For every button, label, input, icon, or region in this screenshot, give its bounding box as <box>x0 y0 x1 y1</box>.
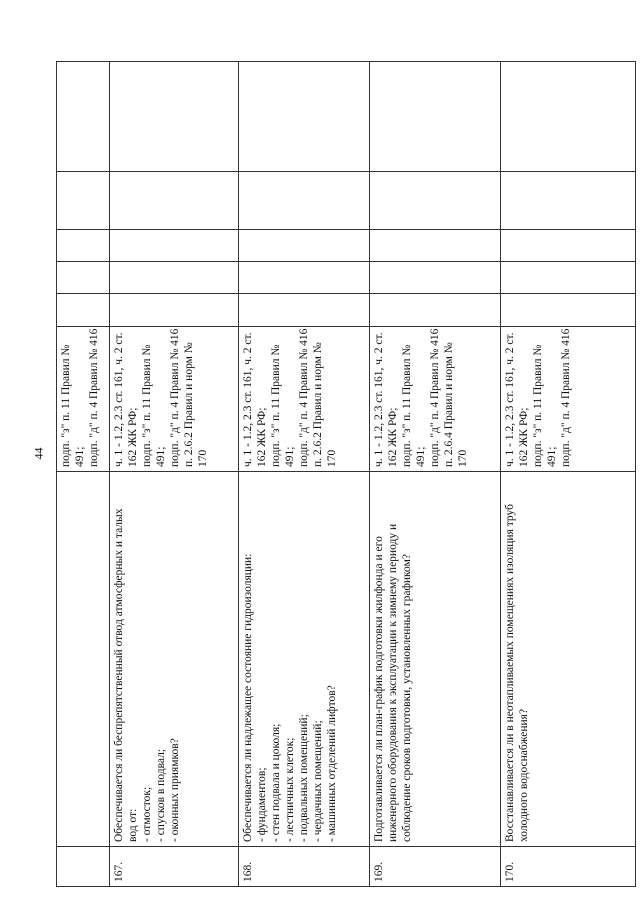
checklist-table-wrapper <box>56 62 611 887</box>
reference-line: подп. "з" п. 11 Правил № <box>141 344 153 467</box>
cell-answer-na[interactable] <box>57 230 110 262</box>
reference-line: ч. 1 - 1.2, 2.3 ст. 161, ч. 2 ст. <box>504 332 516 467</box>
reference-line: 491; <box>415 446 427 467</box>
reference-line: 170 <box>326 449 338 467</box>
cell-question <box>501 472 636 847</box>
table-row <box>501 62 636 887</box>
cell-answer-yes[interactable] <box>501 294 636 327</box>
checklist-table <box>56 61 636 887</box>
question-line: - чердачных помещений; <box>312 720 324 842</box>
reference-line: п. 2.6.4 Правил и норм № <box>443 342 455 467</box>
reference-line: подп. "з" п. 11 Правил № <box>270 344 282 467</box>
cell-empty[interactable] <box>239 172 370 230</box>
cell-references <box>110 327 239 472</box>
reference-line: подп. "з" п. 11 Правил № <box>532 344 544 467</box>
table-row <box>239 62 370 887</box>
question-line: вод от: <box>127 808 139 842</box>
cell-question <box>57 472 110 847</box>
cell-answer-no[interactable] <box>110 262 239 294</box>
question-line: - спусков в подвал; <box>155 748 167 842</box>
cell-answer-yes[interactable] <box>239 294 370 327</box>
question-line: холодного водоснабжения? <box>518 708 530 842</box>
cell-answer-yes[interactable] <box>110 294 239 327</box>
reference-line: подп. "д" п. 4 Правил № 416 <box>169 328 181 467</box>
question-line: - оконных приямков? <box>169 738 181 842</box>
cell-references <box>57 327 110 472</box>
cell-answer-no[interactable] <box>239 262 370 294</box>
question-line: - машинных отделений лифтов? <box>326 685 338 842</box>
reference-line: подп. "д" п. 4 Правил № 416 <box>298 328 310 467</box>
cell-notes[interactable] <box>110 62 239 172</box>
reference-line: подп. "д" п. 4 Правил № 416 <box>88 328 100 467</box>
question-line: - стен подвала и цоколя; <box>270 723 282 842</box>
cell-empty[interactable] <box>370 172 501 230</box>
cell-number: 167. <box>110 847 239 887</box>
cell-question <box>110 472 239 847</box>
reference-line: 170 <box>457 449 469 467</box>
cell-answer-no[interactable] <box>57 262 110 294</box>
cell-answer-na[interactable] <box>501 230 636 262</box>
cell-references <box>239 327 370 472</box>
reference-line: 162 ЖК РФ; <box>127 407 139 467</box>
cell-answer-no[interactable] <box>501 262 636 294</box>
reference-line: подп. "з" п. 11 Правил № <box>401 344 413 467</box>
cell-notes[interactable] <box>239 62 370 172</box>
cell-empty[interactable] <box>110 172 239 230</box>
reference-line: 491; <box>546 446 558 467</box>
cell-number <box>57 847 110 887</box>
reference-line: 162 ЖК РФ; <box>518 407 530 467</box>
reference-line: 162 ЖК РФ; <box>256 407 268 467</box>
cell-number: 169. <box>370 847 501 887</box>
cell-notes[interactable] <box>370 62 501 172</box>
table-row <box>110 62 239 887</box>
cell-question <box>370 472 501 847</box>
reference-line: п. 2.6.2 Правил и норм № <box>183 342 195 467</box>
cell-answer-na[interactable] <box>370 230 501 262</box>
cell-answer-na[interactable] <box>110 230 239 262</box>
question-line: Обеспечивается ли надлежащее состояние гидроизоляции: <box>242 553 254 842</box>
question-line: Подготавливается ли план-график подготовки жилфонда и его <box>373 536 385 842</box>
rotated-page-content <box>56 62 611 887</box>
cell-references <box>370 327 501 472</box>
reference-line: 491; <box>74 446 86 467</box>
cell-empty[interactable] <box>501 172 636 230</box>
reference-line: ч. 1 - 1.2, 2.3 ст. 161, ч. 2 ст. <box>242 332 254 467</box>
question-line: - фундаментов; <box>256 767 268 842</box>
cell-answer-yes[interactable] <box>370 294 501 327</box>
table-row-continuation <box>57 62 110 887</box>
question-line: - отмосток; <box>141 786 153 842</box>
question-line: Обеспечивается ли беспрепятственный отвод атмосферных и талых <box>113 508 125 842</box>
cell-number: 170. <box>501 847 636 887</box>
question-line: - подвальных помещений; <box>298 714 310 842</box>
cell-question <box>239 472 370 847</box>
reference-line: подп. "з" п. 11 Правил № <box>60 344 72 467</box>
reference-line: 162 ЖК РФ; <box>387 407 399 467</box>
question-line: Восстанавливается ли в неотапливаемых помещениях изоляция труб <box>504 504 516 842</box>
page-number: 44 <box>31 447 46 460</box>
reference-line: 170 <box>197 449 209 467</box>
cell-notes[interactable] <box>57 62 110 172</box>
cell-answer-yes[interactable] <box>57 294 110 327</box>
cell-notes[interactable] <box>501 62 636 172</box>
reference-line: ч. 1 - 1.2, 2.3 ст. 161, ч. 2 ст. <box>373 332 385 467</box>
question-line: инженерного оборудования к эксплуатации к зимнему периоду и <box>387 523 399 842</box>
cell-empty[interactable] <box>57 172 110 230</box>
reference-line: 491; <box>155 446 167 467</box>
reference-line: подп. "д" п. 4 Правил № 416 <box>560 328 572 467</box>
reference-line: 491; <box>284 446 296 467</box>
reference-line: п. 2.6.2 Правил и норм № <box>312 342 324 467</box>
cell-answer-na[interactable] <box>239 230 370 262</box>
table-row <box>370 62 501 887</box>
cell-references <box>501 327 636 472</box>
question-line: соблюдение сроков подготовки, установленных графиком? <box>401 554 413 842</box>
cell-number: 168. <box>239 847 370 887</box>
question-line: - лестничных клеток; <box>284 737 296 842</box>
cell-answer-no[interactable] <box>370 262 501 294</box>
reference-line: подп. "д" п. 4 Правил № 416 <box>429 328 441 467</box>
reference-line: ч. 1 - 1.2, 2.3 ст. 161, ч. 2 ст. <box>113 332 125 467</box>
